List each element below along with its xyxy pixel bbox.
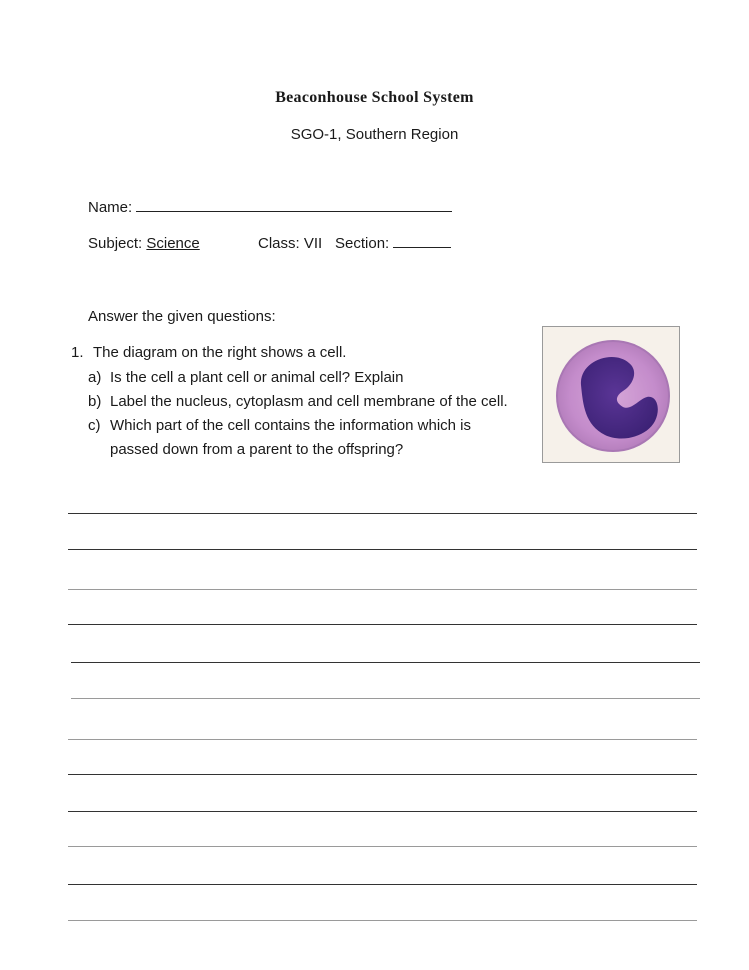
answer-line[interactable] xyxy=(68,811,697,812)
answer-line[interactable] xyxy=(68,549,697,550)
name-blank[interactable] xyxy=(136,211,452,212)
part-letter: a) xyxy=(88,369,102,386)
answer-line[interactable] xyxy=(68,624,697,625)
section-row xyxy=(335,235,451,252)
part-letter: c) xyxy=(88,417,101,434)
class-label: Class: xyxy=(258,235,300,252)
part-text: Is the cell a plant cell or animal cell? Explain xyxy=(110,369,404,386)
answer-line[interactable] xyxy=(68,846,697,847)
part-text: Label the nucleus, cytoplasm and cell membrane of the cell. xyxy=(110,393,508,410)
region-name: SGO-1, Southern Region xyxy=(290,126,459,143)
answer-line[interactable] xyxy=(68,920,697,921)
class-value: VII xyxy=(303,235,323,252)
answer-line[interactable] xyxy=(71,662,700,663)
section-label: Section: xyxy=(335,235,390,252)
name-row xyxy=(88,199,452,216)
question-number: 1. xyxy=(71,344,84,361)
answer-line[interactable] xyxy=(68,884,697,885)
part-text: passed down from a parent to the offspring? xyxy=(110,441,404,458)
answer-line[interactable] xyxy=(68,513,697,514)
subject-value: Science xyxy=(146,235,200,252)
answer-line[interactable] xyxy=(68,589,697,590)
answer-line[interactable] xyxy=(68,739,697,740)
instructions: Answer the given questions: xyxy=(88,308,276,325)
class-row xyxy=(258,235,322,252)
cell-micrograph-icon xyxy=(543,327,680,463)
school-name: Beaconhouse School System xyxy=(275,89,474,106)
answer-line[interactable] xyxy=(71,698,700,699)
part-text: Which part of the cell contains the information which is xyxy=(110,417,472,434)
part-letter: b) xyxy=(88,393,102,410)
section-blank[interactable] xyxy=(393,247,451,248)
cell-image xyxy=(542,326,680,463)
answer-line[interactable] xyxy=(68,774,697,775)
name-label: Name: xyxy=(88,199,133,216)
subject-label: Subject: xyxy=(88,235,143,252)
subject-row xyxy=(88,235,200,252)
question-text: The diagram on the right shows a cell. xyxy=(93,344,347,361)
